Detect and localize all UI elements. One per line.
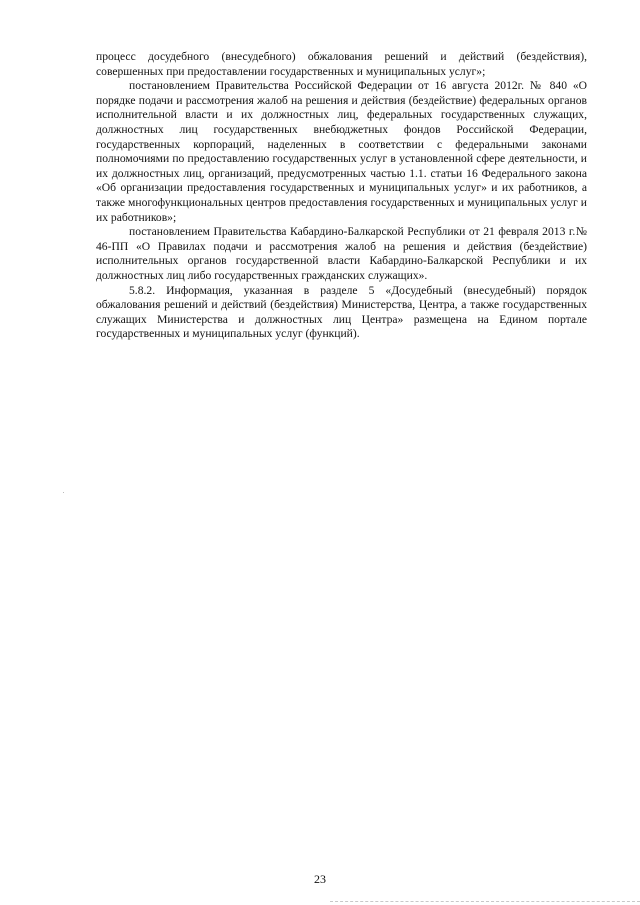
paragraph-federal-resolution-840: постановлением Правительства Российской Федерации от 16 августа 2012г. № 840 «О порядке подачи и рассмотрения жалоб на решения и действия (бездействие) федеральных органов исполнительной власти и их должностных лиц, федеральных государственных служащих, должностных лиц государственных внебюджетных фондов Российской Федерации, государственных корпораций, наделенных в соответствии с федеральными законами полномочиями по предоставлению государственных услуг в установленной сфере деятельности, и их должностных лиц, организаций, предусмотренных частью 1.1. статьи 16 Федерального закона «Об организации предоставления государственных и муниципальных услуг» и их работников, а также многофункциональных центров предоставления государственных и муниципальных услуг и их работников»; [96,79,587,224]
page-number: 23 [314,872,326,886]
paragraph-section-5-8-2: 5.8.2. Информация, указанная в разделе 5 «Досудебный (внесудебный) порядок обжалования решений и действий (бездействия) Министерства, Центра, а также государственных служащих Министерства и должностных лиц Центра» размещена на Едином портале государственных и муниципальных услуг (функций). [96,283,587,341]
document-body [96,50,587,342]
paragraph-procedure-continuation: процесс досудебного (внесудебного) обжалования решений и действий (бездействия), совершенных при предоставлении государственных и муниципальных услуг»; [96,50,587,78]
scan-speck [63,492,64,493]
scan-edge-line [330,901,640,902]
paragraph-kbr-resolution-46pp: постановлением Правительства Кабардино-Балкарской Республики от 21 февраля 2013 г.№ 46-ПП «О Правилах подачи и рассмотрения жалоб на решения и действия (бездействие) исполнительных органов государственной власти Кабардино-Балкарской Республики и их должностных лиц либо государственных гражданских служащих». [96,225,587,282]
